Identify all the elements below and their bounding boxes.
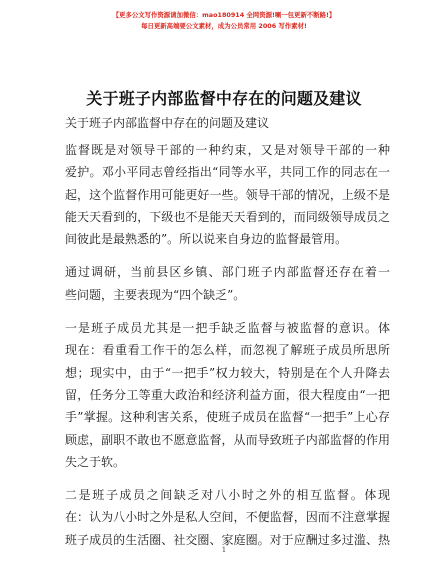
text-line: 顾虑，副职不敢也不愿意监督，从而导致班子内部监督的作用 [65,432,390,447]
paragraph-4 [65,484,390,551]
text-line: 留，任务分工等重大政治和经济利益方面，很大程度由“一把 [65,387,390,402]
text-line: 二是班子成员之间缺乏对八小时之外的相互监督。体现 [65,488,390,503]
text-line: 班子成员的生活圈、社交圈、家庭圈。对于应酬过多过滥、热 [65,532,390,547]
paragraph-2 [65,261,390,306]
text-line: 手”掌握。这种利害关系，使班子成员在监督“一把手”上心存 [65,410,390,425]
text-line: 监督既是对领导干部的一种约束，又是对领导干部的一种 [65,143,390,157]
text-line: 些问题，主要表现为“四个缺乏”。 [65,287,246,302]
paragraph-1 [65,139,390,250]
promo-banner-line-2: 每日更新高端要公文素材，成为公员常用 2006 写作素材! [141,22,307,30]
text-line: 一是班子成员尤其是一把手缺乏监督与被监督的意识。体 [65,321,390,336]
text-line: 想；现实中，由于“一把手”权力较大，特别是在个人升降去 [65,365,390,380]
document-title: 关于班子内部监督中存在的问题及建议 [86,89,362,108]
document-body [65,139,390,551]
text-line: 能天天看到的，下级也不是能天天看到的，而同级领导成员之 [65,209,390,224]
document-subtitle: 关于班子内部监督中存在的问题及建议 [65,116,270,130]
text-line: 失之于软。 [65,454,126,469]
text-line: 现在：看重看工作干的怎么样，而忽视了解班子成员所思所 [65,343,390,358]
promo-banner-line-1: 【更多公文写作资源请加微信：mao180914 全网资源!喇一包更新不断路!】 [112,11,336,19]
text-line: 通过调研，当前县区乡镇、部门班子内部监督还存在着一 [65,265,390,280]
text-line: 间彼此是最熟悉的”。所以说来自身边的监督最管用。 [65,232,348,247]
text-line: 起，这个监督作用可能更好一些。领导干部的情况，上级不是 [65,187,390,202]
paragraph-3 [65,317,390,473]
promo-banner [0,10,448,32]
text-line: 在：认为八小时之外是私人空间，不便监督，因而不注意掌握 [65,510,390,525]
text-line: 爱护。邓小平同志曾经指出“同等水平，共同工作的同志在一 [65,165,390,180]
page-number: 1 [221,546,227,554]
